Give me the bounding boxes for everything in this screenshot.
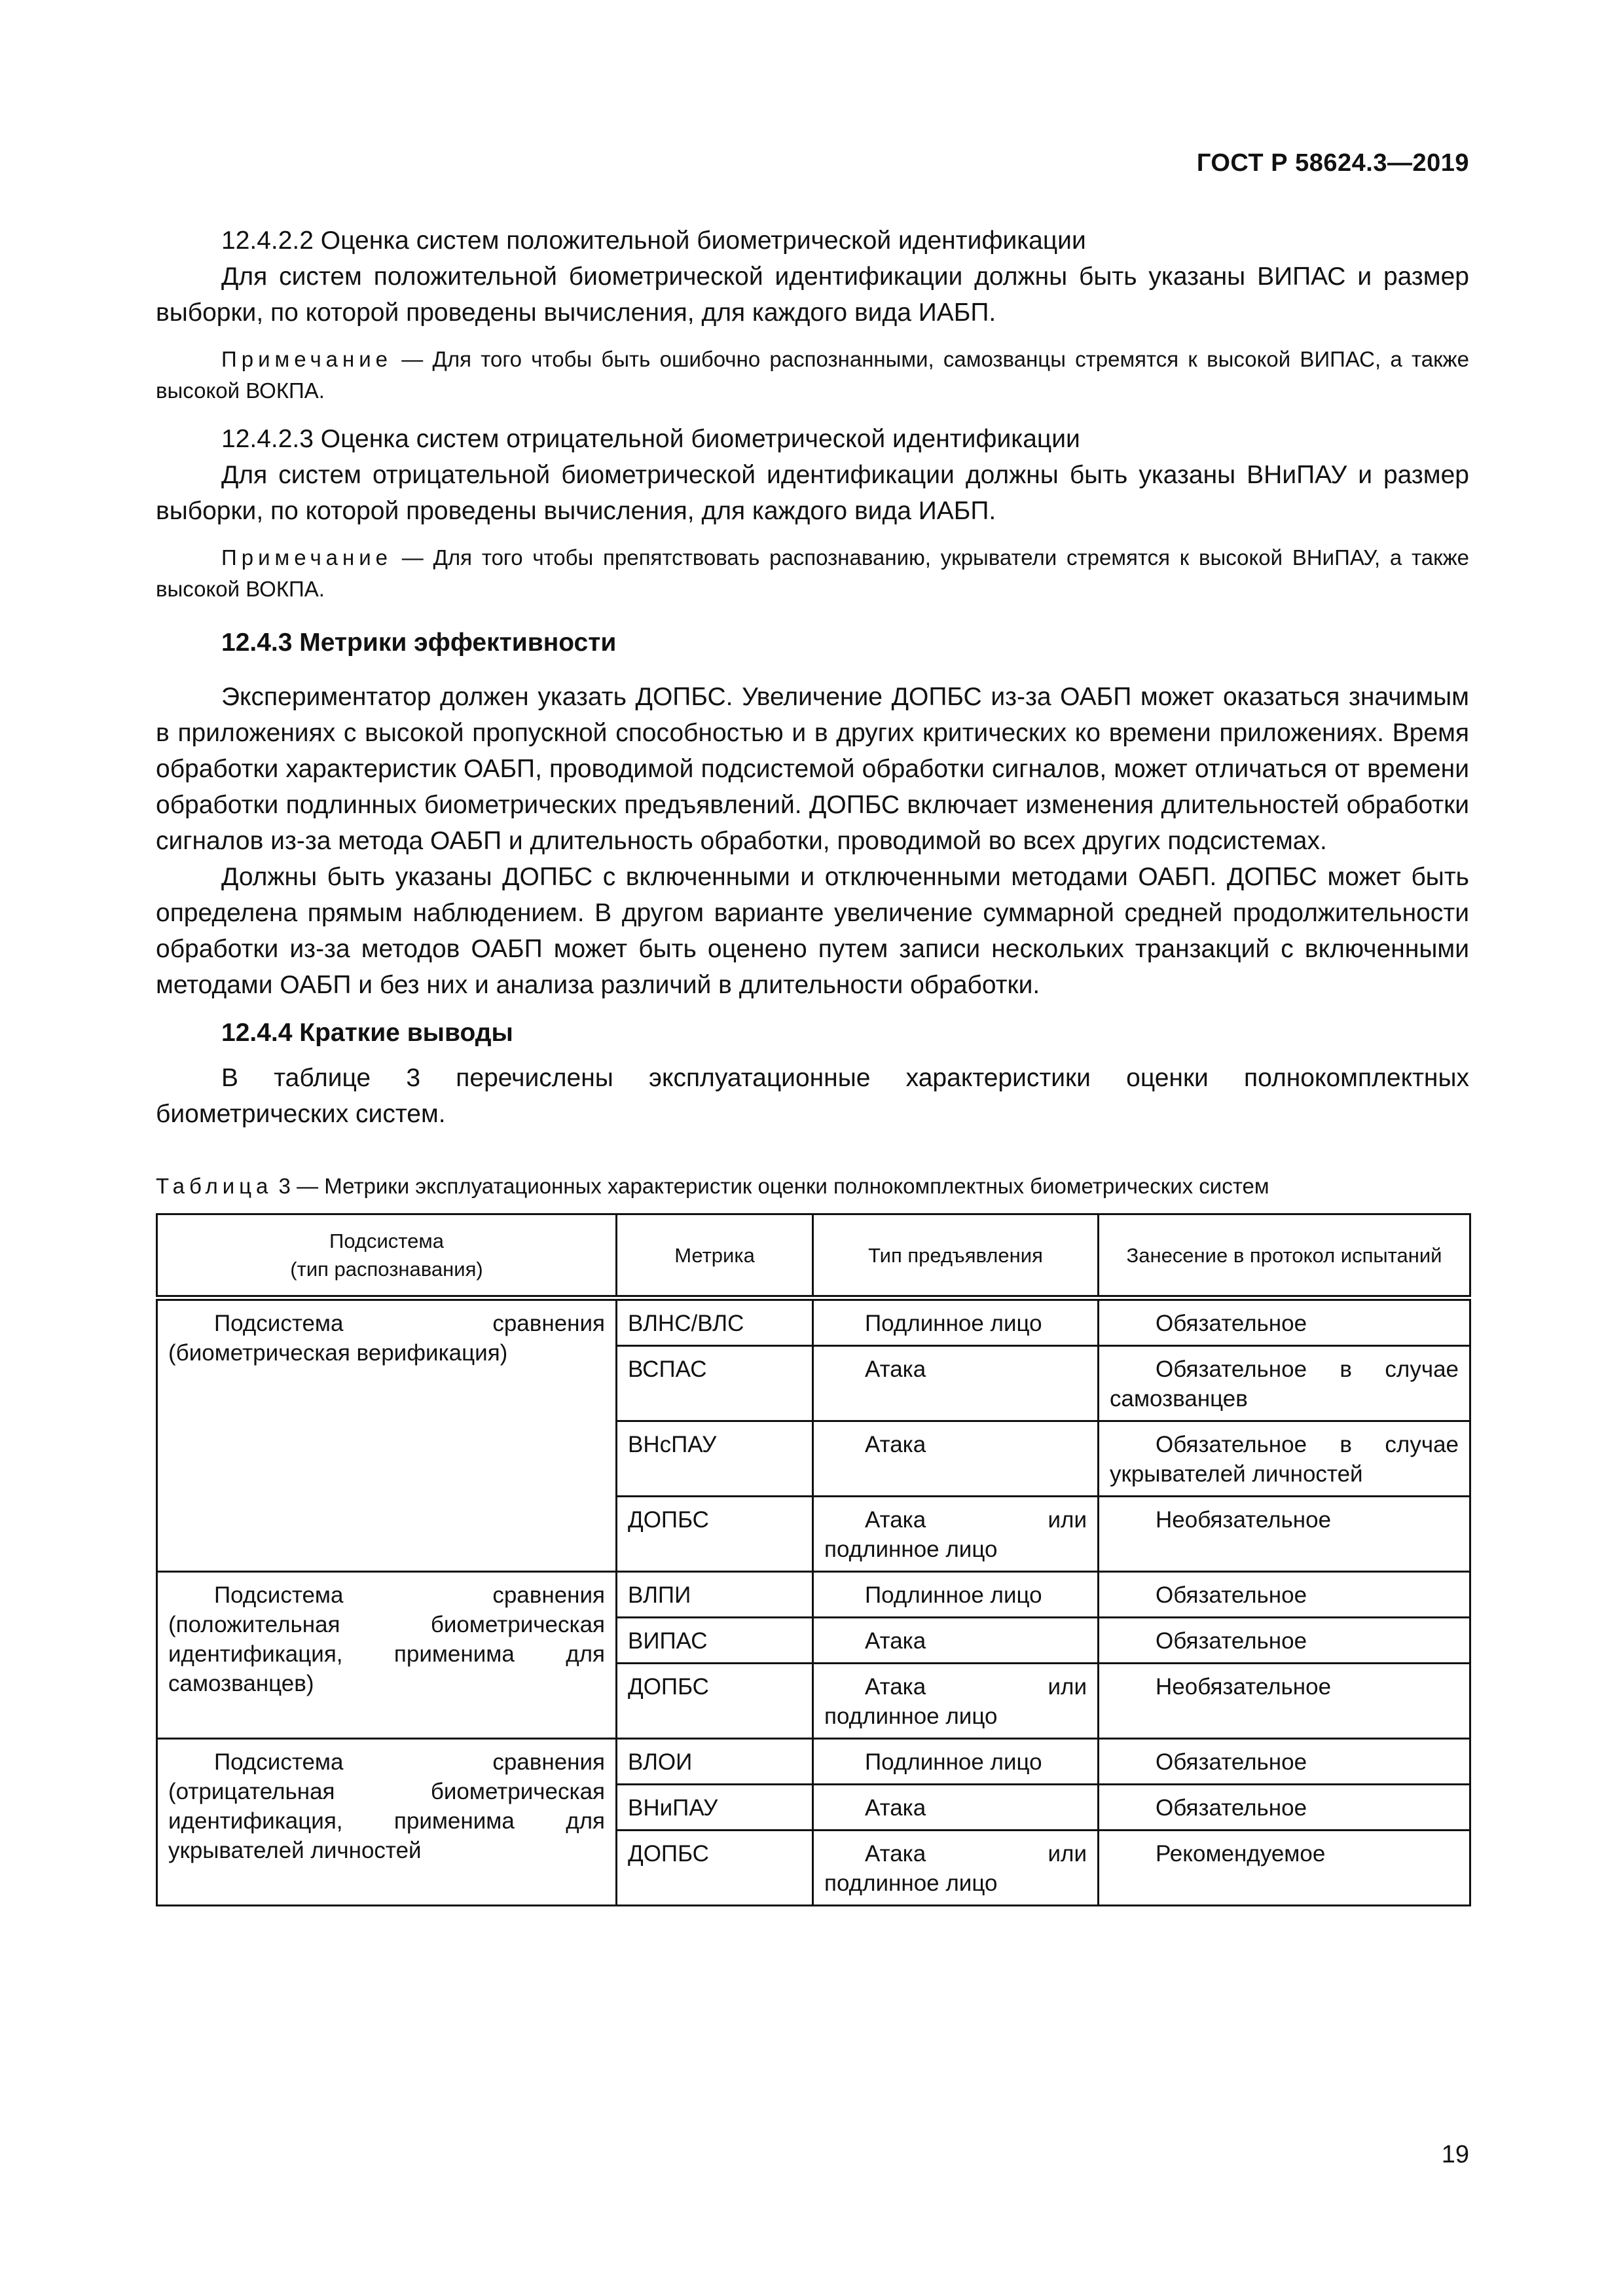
- header-presentation-type: Тип предъявления: [813, 1214, 1099, 1298]
- page-number: 19: [1441, 2141, 1469, 2168]
- presentation-cell: Подлинное лицо: [813, 1572, 1099, 1618]
- presentation-cell: Подлинное лицо: [813, 1739, 1099, 1785]
- presentation-cell: Атака или подлинное лицо: [813, 1664, 1099, 1739]
- table-caption-text: 3 — Метрики эксплуатационных характеристик оценки полнокомплектных биометрических систем: [272, 1174, 1269, 1198]
- paragraph-negative-identification: Для систем отрицательной биометрической идентификации должны быть указаны ВНиПАУ и размер выборки, по которой проведены вычисления, для каждого вида ИАБП.: [156, 461, 1469, 525]
- metric-cell: ВЛПИ: [617, 1572, 813, 1618]
- page-content: [156, 223, 1469, 1906]
- record-cell: Обязательное: [1099, 1785, 1470, 1831]
- section-heading-12-4-2-2: 12.4.2.2 Оценка систем положительной биометрической идентификации: [221, 227, 1086, 255]
- metric-cell: ДОПБС: [617, 1831, 813, 1906]
- record-cell: Обязательное в случае укрывателей личностей: [1099, 1421, 1470, 1497]
- subsystem-cell: Подсистема сравнения (биометрическая верификация): [157, 1298, 617, 1572]
- metrics-table: [156, 1213, 1471, 1906]
- note-label: Примечание: [221, 347, 393, 371]
- section-heading-12-4-2-3: 12.4.2.3 Оценка систем отрицательной биометрической идентификации: [221, 425, 1080, 453]
- note-negative-identification: [156, 542, 1469, 605]
- subsystem-cell: Подсистема сравнения (положительная биометрическая идентификация, применима для самозванцев): [157, 1572, 617, 1739]
- record-cell: Обязательное: [1099, 1618, 1470, 1664]
- record-cell: Обязательное в случае самозванцев: [1099, 1346, 1470, 1421]
- table-row: [157, 1739, 1470, 1785]
- presentation-cell: Подлинное лицо: [813, 1298, 1099, 1346]
- table-row: [157, 1298, 1470, 1346]
- record-cell: Обязательное: [1099, 1298, 1470, 1346]
- presentation-cell: Атака: [813, 1785, 1099, 1831]
- presentation-cell: Атака: [813, 1618, 1099, 1664]
- section-heading-12-4-4: 12.4.4 Краткие выводы: [221, 1019, 513, 1047]
- record-cell: Необязательное: [1099, 1664, 1470, 1739]
- subsystem-cell: Подсистема сравнения (отрицательная биометрическая идентификация, применима для укрывателей личностей: [157, 1739, 617, 1906]
- header-metric: Метрика: [617, 1214, 813, 1298]
- presentation-cell: Атака или подлинное лицо: [813, 1497, 1099, 1572]
- metric-cell: ВЛОИ: [617, 1739, 813, 1785]
- presentation-cell: Атака: [813, 1346, 1099, 1421]
- header-record: Занесение в протокол испытаний: [1099, 1214, 1470, 1298]
- paragraph-summary: В таблице 3 перечислены эксплуатационные характеристики оценки полнокомплектных биометрических систем.: [156, 1064, 1469, 1128]
- metric-cell: ВНсПАУ: [617, 1421, 813, 1497]
- record-cell: Необязательное: [1099, 1497, 1470, 1572]
- table-caption: [156, 1171, 1469, 1201]
- section-heading-12-4-3: 12.4.3 Метрики эффективности: [221, 629, 617, 657]
- table-caption-label: Таблица: [156, 1174, 273, 1198]
- metric-cell: ВСПАС: [617, 1346, 813, 1421]
- note-text: — Для того чтобы препятствовать распознаванию, укрыватели стремятся к высокой ВНиПАУ, а также высокой ВОКПА.: [156, 545, 1469, 601]
- header-subsystem: Подсистема (тип распознавания): [157, 1214, 617, 1298]
- note-label: Примечание: [221, 545, 393, 570]
- paragraph-performance-metrics-2: Должны быть указаны ДОПБС с включенными и отключенными методами ОАБП. ДОПБС может быть определена прямым наблюдением. В другом варианте увеличение суммарной средней продолжительности обработки из-за методов ОАБП может быть оценено путем записи нескольких транзакций с включенными методами ОАБП и без них и анализа различий в длительности обработки.: [156, 863, 1469, 999]
- metric-cell: ВИПАС: [617, 1618, 813, 1664]
- metric-cell: ВНиПАУ: [617, 1785, 813, 1831]
- metric-cell: ДОПБС: [617, 1664, 813, 1739]
- metric-cell: ДОПБС: [617, 1497, 813, 1572]
- record-cell: Рекомендуемое: [1099, 1831, 1470, 1906]
- record-cell: Обязательное: [1099, 1739, 1470, 1785]
- paragraph-performance-metrics-1: Экспериментатор должен указать ДОПБС. Увеличение ДОПБС из-за ОАБП может оказаться значимым в приложениях с высокой пропускной способностью и в других критических ко времени приложениях. Время обработки характеристик ОАБП, проводимой подсистемой обработки сигналов, может отличаться от времени обработки подлинных биометрических предъявлений. ДОПБС включает изменения длительностей обработки сигналов из-за метода ОАБП и длительность обработки, проводимой во всех других подсистемах.: [156, 683, 1469, 855]
- metric-cell: ВЛНС/ВЛС: [617, 1298, 813, 1346]
- note-positive-identification: [156, 344, 1469, 407]
- presentation-cell: Атака: [813, 1421, 1099, 1497]
- table-header-row: [157, 1214, 1470, 1298]
- note-text: — Для того чтобы быть ошибочно распознанными, самозванцы стремятся к высокой ВИПАС, а также высокой ВОКПА.: [156, 347, 1469, 403]
- record-cell: Обязательное: [1099, 1572, 1470, 1618]
- paragraph-positive-identification: Для систем положительной биометрической идентификации должны быть указаны ВИПАС и размер выборки, по которой проведены вычисления, для каждого вида ИАБП.: [156, 263, 1469, 327]
- presentation-cell: Атака или подлинное лицо: [813, 1831, 1099, 1906]
- document-id: ГОСТ Р 58624.3—2019: [1196, 149, 1469, 177]
- table-row: [157, 1572, 1470, 1618]
